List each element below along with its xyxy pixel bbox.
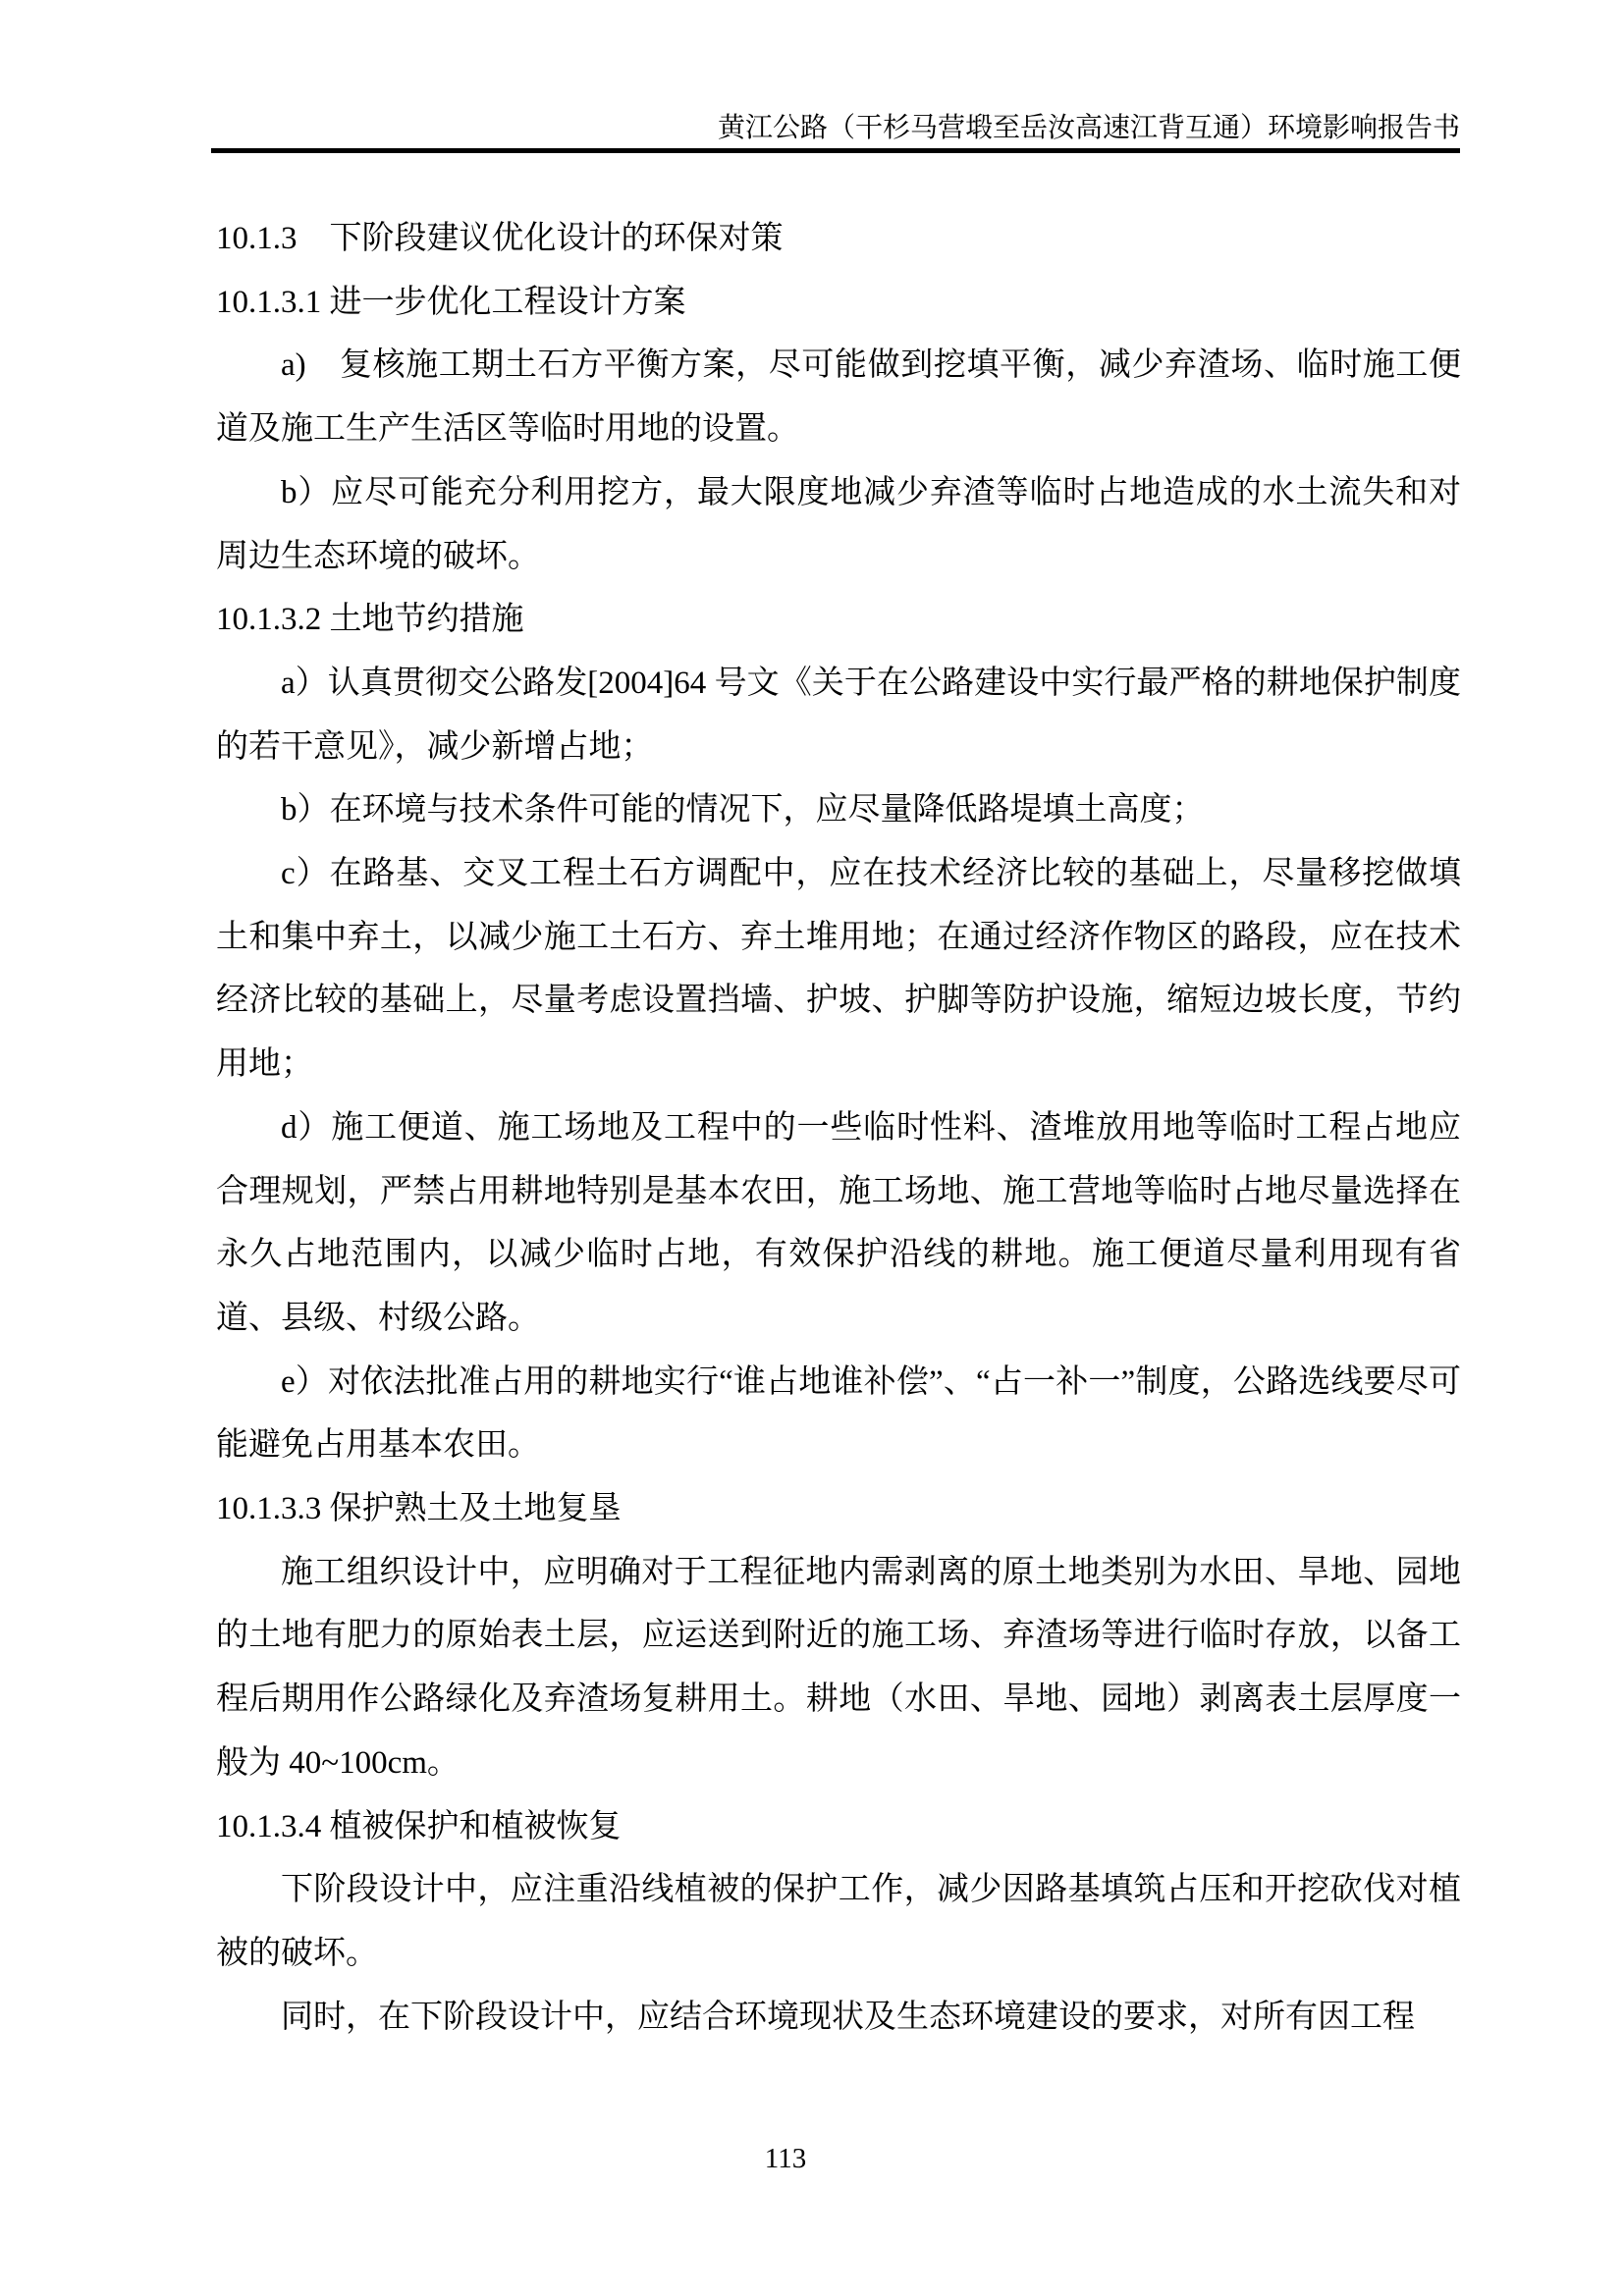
body-paragraph: 同时，在下阶段设计中，应结合环境现状及生态环境建设的要求，对所有因工程	[281, 1999, 1415, 2035]
body-paragraph: e）对依法批准占用的耕地实行“谁占地谁补偿”、“占一补一”制度，公路选线要尽可能避免占用基本农田。	[216, 1363, 1461, 1464]
body-paragraph: a) 复核施工期土石方平衡方案，尽可能做到挖填平衡，减少弃渣场、临时施工便道及施工生产生活区等临时用地的设置。	[216, 347, 1461, 448]
body-paragraph: 施工组织设计中，应明确对于工程征地内需剥离的原土地类别为水田、旱地、园地的土地有肥力的原始表土层，应运送到附近的施工场、弃渣场等进行临时存放，以备工程后期用作公路绿化及弃渣场复耕用土。耕地（水田、旱地、园地）剥离表土层厚度一般为 40~100cm。	[216, 1554, 1461, 1781]
header-rule	[211, 148, 1460, 153]
section-heading: 10.1.3.3 保护熟土及土地复垦	[216, 1491, 622, 1527]
body-paragraph: b）应尽可能充分利用挖方，最大限度地减少弃渣等临时占地造成的水土流失和对周边生态环境的破坏。	[216, 474, 1461, 574]
body-paragraph: 下阶段设计中，应注重沿线植被的保护工作，减少因路基填筑占压和开挖砍伐对植被的破坏。	[216, 1872, 1461, 1971]
page-number: 113	[764, 2143, 807, 2174]
body-paragraph: a）认真贯彻交公路发[2004]64 号文《关于在公路建设中实行最严格的耕地保护制度的若干意见》，减少新增占地；	[216, 665, 1461, 765]
body-paragraph: d）施工便道、施工场地及工程中的一些临时性料、渣堆放用地等临时工程占地应合理规划，严禁占用耕地特别是基本农田，施工场地、施工营地等临时占地尽量选择在永久占地范围内，以减少临时占地，有效保护沿线的耕地。施工便道尽量利用现有省道、县级、村级公路。	[216, 1109, 1461, 1336]
section-heading: 10.1.3.4 植被保护和植被恢复	[216, 1808, 622, 1844]
section-heading: 10.1.3.1 进一步优化工程设计方案	[216, 284, 686, 320]
body-paragraph: b）在环境与技术条件可能的情况下，应尽量降低路堤填土高度；	[281, 792, 1205, 828]
document-body	[216, 207, 1461, 2049]
section-heading: 10.1.3.2 土地节约措施	[216, 602, 524, 638]
body-paragraph: c）在路基、交叉工程土石方调配中，应在技术经济比较的基础上，尽量移挖做填土和集中弃土，以减少施工土石方、弃土堆用地；在通过经济作物区的路段，应在技术经济比较的基础上，尽量考虑设置挡墙、护坡、护脚等防护设施，缩短边坡长度，节约用地；	[216, 856, 1461, 1083]
page-header-title: 黄江公路（干杉马营塅至岳汝高速江背互通）环境影响报告书	[717, 113, 1460, 143]
section-heading: 10.1.3 下阶段建议优化设计的环保对策	[216, 221, 784, 256]
